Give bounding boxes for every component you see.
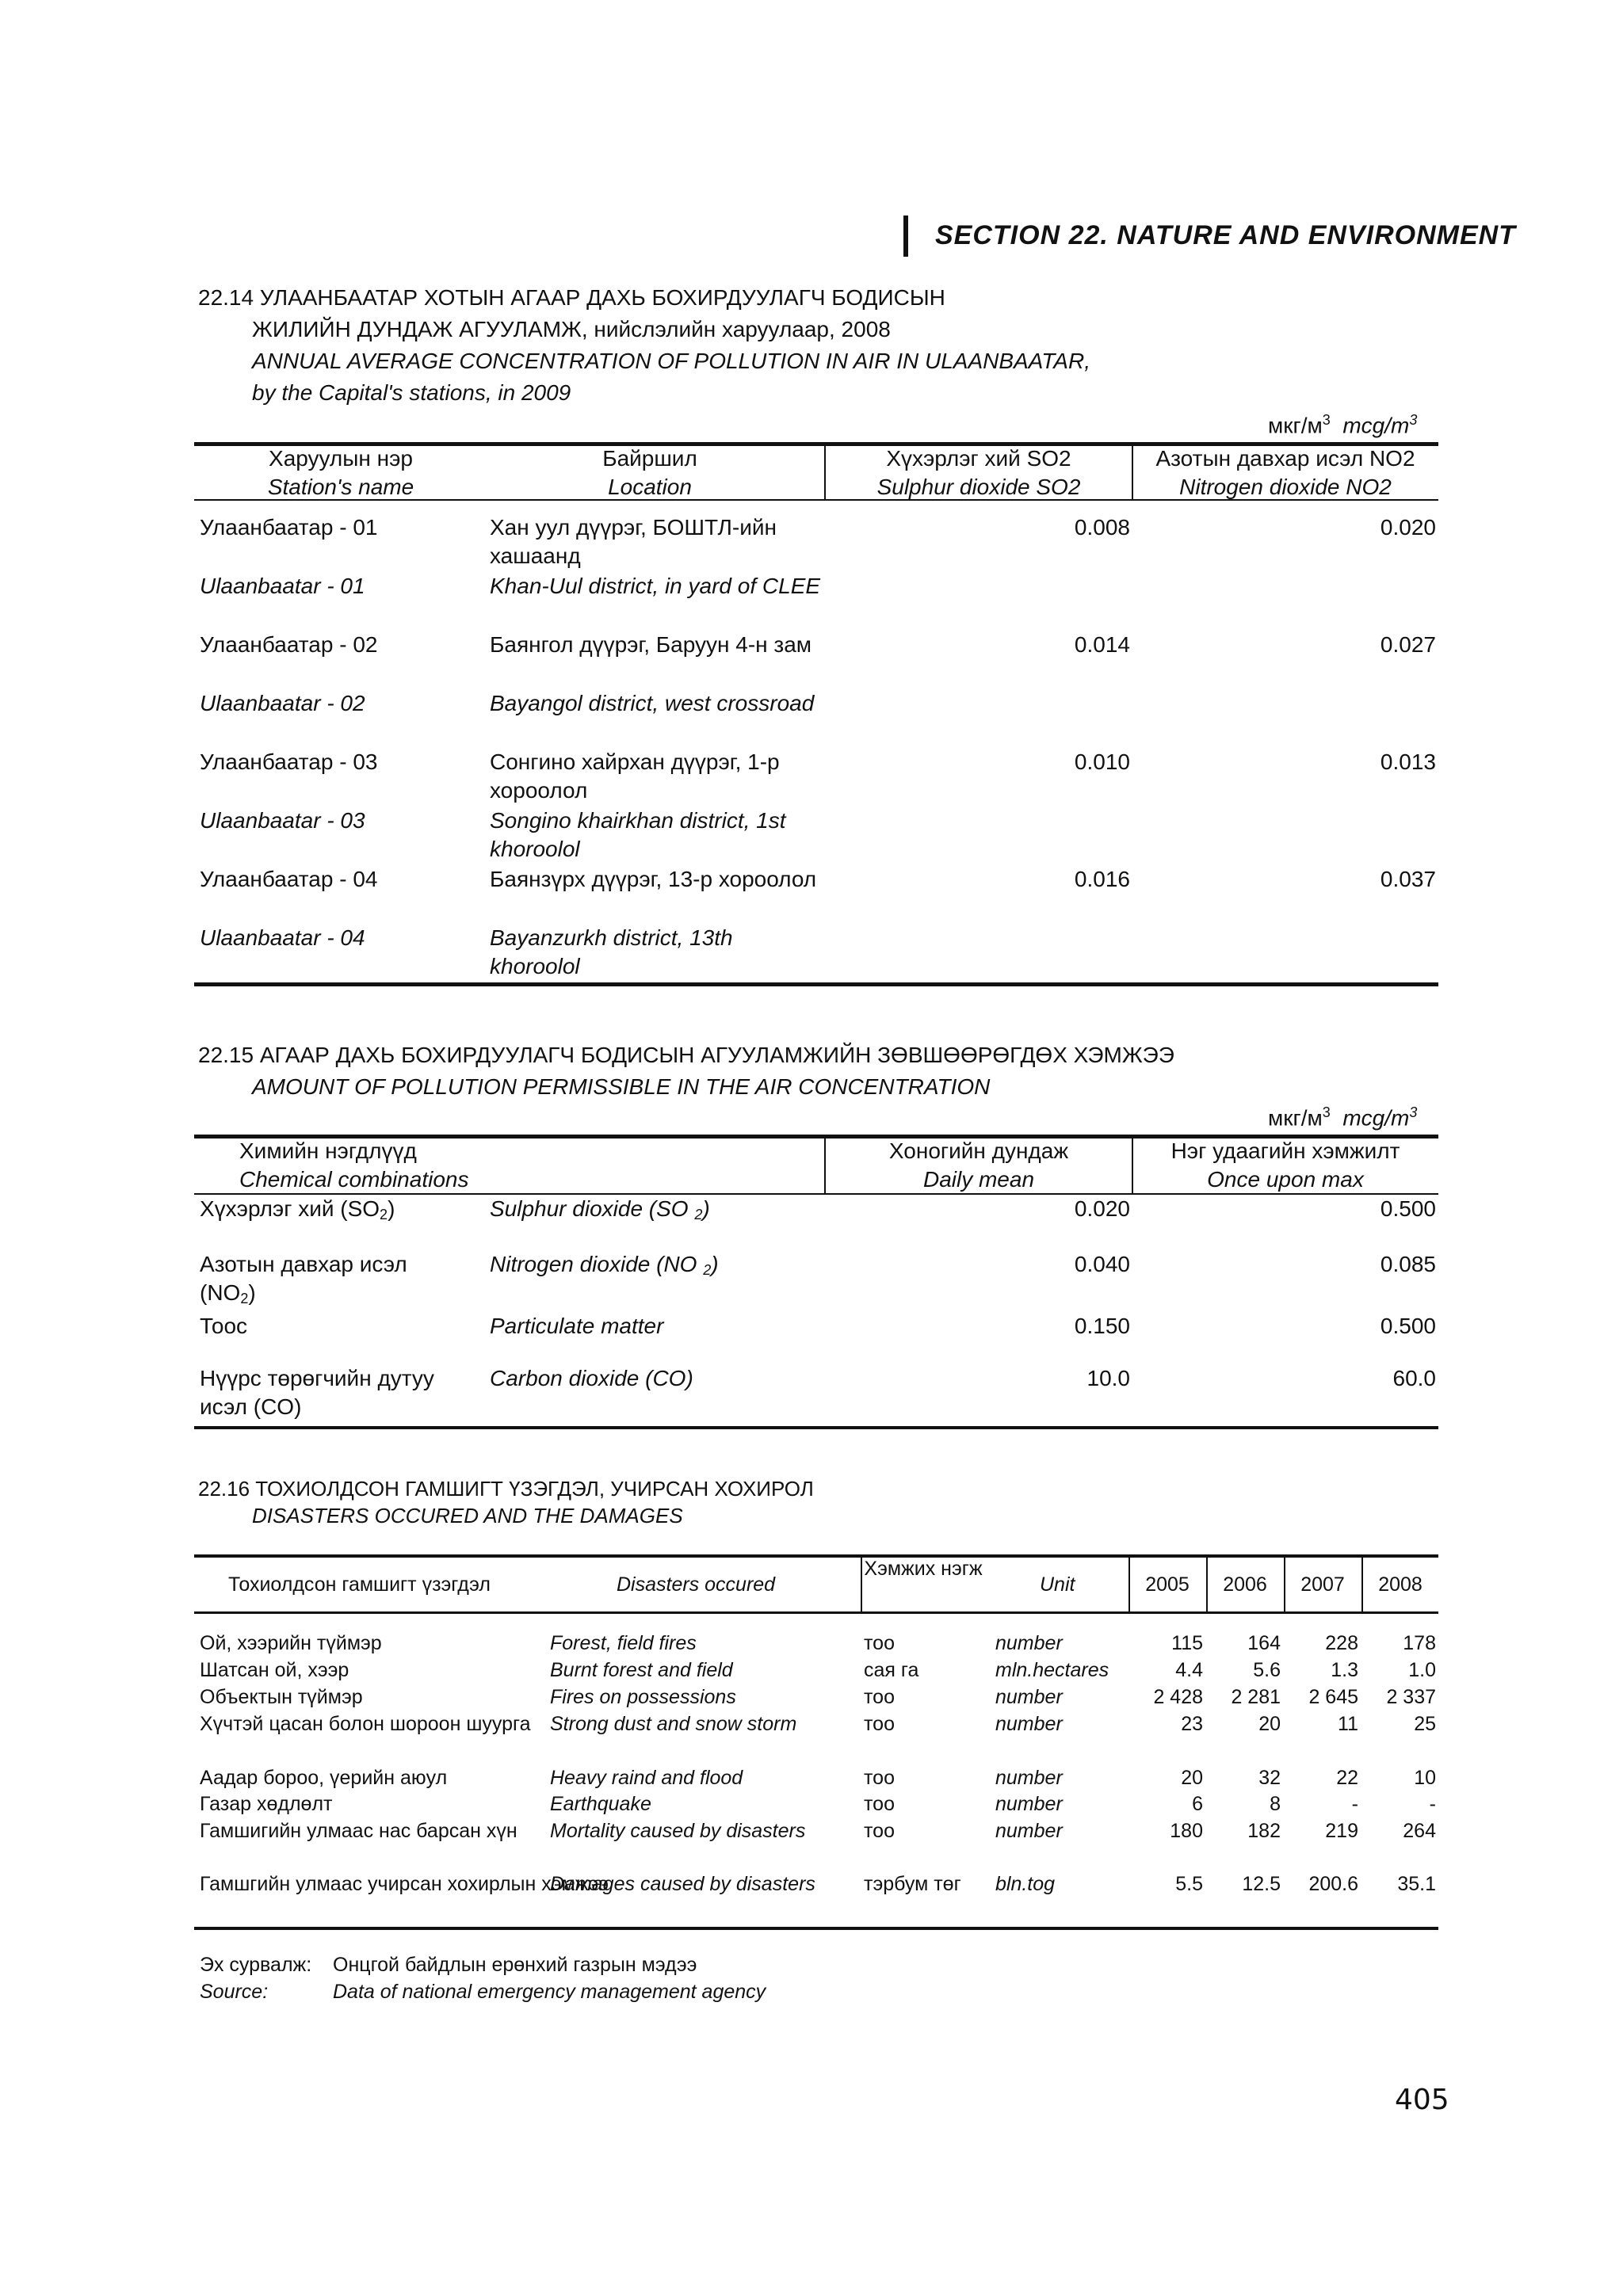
location-en: Songino khairkhan district, 1st khoroolol [490,808,786,861]
source-text-mn: Онцгой байдлын ерөнхий газрын мэдээ [333,1954,697,1976]
value-2008: 178 [1403,1632,1436,1654]
disaster-name-en: Mortality caused by disasters [550,1820,806,1842]
so2-value: 0.010 [1074,749,1130,774]
unit-mn: сая га [864,1659,919,1681]
t14-title-mn-line2: ЖИЛИЙН ДУНДАЖ АГУУЛАМЖ, нийслэлийн харуулаар, 2008 [252,317,891,341]
location-en: Khan-Uul district, in yard of CLEE [490,574,821,598]
once-max-value: 0.085 [1380,1252,1436,1276]
chemical-name-mn: Азотын давхар исэл $(NO_2)$ [200,1252,407,1306]
unit-mn: тоо [864,1793,895,1815]
unit-mn: тоо [864,1820,895,1842]
t14-title-en-line1: ANNUAL AVERAGE CONCENTRATION OF POLLUTION IN AIR IN ULAANBAATAR, [252,349,1090,373]
t16-col-header-year: 2007 [1300,1573,1345,1596]
unit-en: number [995,1820,1063,1842]
t15-col-header-max: Нэг удаагийн хэмжилт Once upon max [1170,1138,1400,1192]
so2-value: 0.008 [1074,515,1130,540]
t16-title-en: DISASTERS OCCURED AND THE DAMAGES [252,1504,683,1527]
t14-col-header-location: Байршил Location [602,446,697,499]
value-2007: 1.3 [1331,1659,1358,1681]
t15-col-header-chemical: Химийн нэгдлүүд Chemical combinations [239,1138,469,1192]
t15-title-en: AMOUNT OF POLLUTION PERMISSIBLE IN THE AIR CONCENTRATION [252,1074,991,1099]
no2-value: 0.020 [1380,515,1436,540]
value-2006: 32 [1258,1767,1281,1789]
t14-col-header-station: Харуулын нэр Station's name [267,446,414,499]
value-2006: 164 [1247,1632,1281,1654]
station-name-en: Ulaanbaatar - 01 [200,574,365,598]
t14-col-divider [824,445,826,499]
source-label-en: Source: [200,1981,269,2003]
chemical-name-en: Sulphur dioxide (SO $_2$) [490,1196,710,1222]
value-2005: 180 [1170,1820,1203,1842]
daily-mean-value: 0.020 [1074,1196,1130,1221]
value-2007: 219 [1325,1820,1358,1842]
t15-units: мкг/$м^3$ mcg/$m^3$ [1268,1104,1418,1131]
chemical-name-en: Nitrogen dioxide (NO $_2$) [490,1252,719,1278]
unit-en: number [995,1767,1063,1789]
t16-bottom-rule [194,1927,1438,1930]
disaster-name-en: Strong dust and snow storm [550,1713,797,1735]
t16-col-header-unit-en: Unit [1040,1573,1075,1596]
unit-en: bln.tog [995,1873,1056,1895]
disaster-name-en: Forest, field fires [550,1632,697,1654]
once-max-value: 0.500 [1380,1196,1436,1221]
value-2006: 12.5 [1242,1873,1281,1895]
disaster-name-en: Damages caused by disasters [550,1873,815,1895]
unit-mn: тоо [864,1632,895,1654]
so2-value: 0.014 [1074,632,1130,657]
page-number: 405 [1395,2084,1449,2116]
unit-en: number [995,1632,1063,1654]
section-marker [903,215,908,257]
t16-header-rule [194,1611,1438,1614]
t14-bottom-rule [194,982,1438,986]
t14-col-header-no2: Азотын давхар исэл NO2 Nitrogen dioxide NO2 [1155,446,1415,499]
value-2005: 4.4 [1175,1659,1203,1681]
chemical-name-en: Particulate matter [490,1314,664,1338]
value-2007: 228 [1325,1632,1358,1654]
t14-col-header-so2: Хүхэрлэг хий SO2 Sulphur dioxide SO2 [876,446,1081,499]
value-2005: 115 [1171,1632,1203,1654]
unit-en: number [995,1686,1063,1708]
once-max-value: 0.500 [1380,1314,1436,1338]
value-2005: 5.5 [1175,1873,1203,1895]
station-name-en: Ulaanbaatar - 03 [200,808,365,833]
t16-col-header-year: 2006 [1223,1573,1267,1596]
source-text-en: Data of national emergency management agency [333,1981,766,2003]
chemical-name-mn: Тоос [200,1314,248,1338]
location-mn: Сонгино хайрхан дүүрэг, 1-р хороолол [490,749,780,803]
daily-mean-value: 0.150 [1074,1314,1130,1338]
location-mn: Баянгол дүүрэг, Баруун 4-н зам [490,632,812,657]
station-name-en: Ulaanbaatar - 02 [200,691,365,715]
disaster-name-en: Burnt forest and field [550,1659,733,1681]
t16-title-mn: 22.16 ТОХИОЛДСОН ГАМШИГТ ҮЗЭГДЭЛ, УЧИРСАН ХОХИРОЛ [198,1477,814,1501]
t15-col-divider [824,1138,826,1193]
location-mn: Баянзүрх дүүрэг, 13-р хороолол [490,867,817,891]
value-2006: 5.6 [1253,1659,1281,1681]
value-2008: 35.1 [1397,1873,1436,1895]
disaster-name-mn: Гамшгийн улмаас учирсан хохирлын хэмжээ [200,1873,609,1895]
t14-units: мкг/$м^3$ mcg/$m^3$ [1268,412,1418,438]
disaster-name-en: Earthquake [550,1793,651,1815]
so2-value: 0.016 [1074,867,1130,891]
t15-bottom-rule [194,1426,1438,1429]
value-2005: 23 [1181,1713,1203,1735]
value-2005: 20 [1181,1767,1203,1789]
value-2007: 11 [1338,1713,1358,1735]
t15-col-divider [1132,1138,1133,1193]
no2-value: 0.013 [1380,749,1436,774]
section-title: SECTION 22. NATURE AND ENVIRONMENT [935,220,1516,250]
no2-value: 0.037 [1380,867,1436,891]
disaster-name-mn: Газар хөдлөлт [200,1793,333,1815]
t15-title-mn: 22.15 АГААР ДАХЬ БОХИРДУУЛАГЧ БОДИСЫН АГУУЛАМЖИЙН ЗӨВШӨӨРӨГДӨХ ХЭМЖЭЭ [198,1043,1174,1067]
unit-mn: тоо [864,1767,895,1789]
source-label-mn: Эх сурвалж: [200,1954,312,1976]
disaster-name-mn: Шатсан ой, хээр [200,1659,349,1681]
unit-en: number [995,1713,1063,1735]
t16-col-header-name-mn: Тохиолдсон гамшигт үзэгдэл [228,1573,491,1596]
station-name-mn: Улаанбаатар - 03 [200,749,378,774]
location-mn: Хан уул дүүрэг, БОШТЛ-ийн хашаанд [490,515,777,568]
t15-col-header-daily: Хоногийн дундаж Daily mean [888,1138,1069,1192]
once-max-value: 60.0 [1392,1366,1436,1390]
location-en: Bayanzurkh district, 13th khoroolol [490,925,733,978]
value-2007: 22 [1336,1767,1358,1789]
station-name-mn: Улаанбаатар - 04 [200,867,378,891]
value-2006: 20 [1258,1713,1281,1735]
disaster-name-en: Heavy raind and flood [550,1767,743,1789]
chemical-name-en: Carbon dioxide (CO) [490,1366,693,1390]
disaster-name-mn: Ой, хээрийн түймэр [200,1632,382,1654]
location-en: Bayangol district, west crossroad [490,691,815,715]
value-2007: 2 645 [1308,1686,1358,1708]
value-2008: 264 [1403,1820,1436,1842]
t14-title-en-line2: by the Capital's stations, in 2009 [252,380,571,405]
value-2008: 10 [1414,1767,1436,1789]
unit-mn: тоо [864,1713,895,1735]
no2-value: 0.027 [1380,632,1436,657]
chemical-name-mn: Нүүрс төрөгчийн дутуу исэл (CO) [200,1366,434,1419]
station-name-mn: Улаанбаатар - 01 [200,515,378,540]
unit-en: mln.hectares [995,1659,1109,1681]
daily-mean-value: 10.0 [1086,1366,1130,1390]
t16-col-divider [861,1557,862,1612]
value-2005: 2 428 [1153,1686,1203,1708]
disaster-name-en: Fires on possessions [550,1686,736,1708]
station-name-en: Ulaanbaatar - 04 [200,925,365,950]
value-2008: 25 [1414,1713,1436,1735]
disaster-name-mn: Гамшигийн улмаас нас барсан хүн [200,1820,517,1842]
chemical-name-mn: Хүхэрлэг хий $(SO_2)$ [200,1196,395,1222]
value-2006: 8 [1270,1793,1281,1815]
t14-col-divider [1132,445,1133,499]
daily-mean-value: 0.040 [1074,1252,1130,1276]
value-2007: 200.6 [1308,1873,1358,1895]
unit-mn: тэрбум төг [864,1873,961,1895]
value-2007: - [1351,1793,1358,1815]
station-name-mn: Улаанбаатар - 02 [200,632,378,657]
t16-col-header-unit-mn: Хэмжих нэгж [864,1558,983,1580]
t16-col-header-name-en: Disasters occured [617,1573,776,1596]
disaster-name-mn: Объектын түймэр [200,1686,363,1708]
value-2008: - [1429,1793,1436,1815]
value-2008: 2 337 [1386,1686,1436,1708]
value-2005: 6 [1192,1793,1203,1815]
value-2008: 1.0 [1408,1659,1436,1681]
t14-title-mn-line1: 22.14 УЛААНБААТАР ХОТЫН АГААР ДАХЬ БОХИРДУУЛАГЧ БОДИСЫН [198,285,945,310]
t16-top-rule [194,1554,1438,1558]
t16-col-header-year: 2008 [1378,1573,1423,1596]
disaster-name-mn: Хүчтэй цасан болон шороон шуурга [200,1713,531,1735]
unit-en: number [995,1793,1063,1815]
value-2006: 2 281 [1231,1686,1281,1708]
disaster-name-mn: Аадар бороо, үерийн аюул [200,1767,448,1789]
t16-col-header-year: 2005 [1145,1573,1190,1596]
unit-mn: тоо [864,1686,895,1708]
value-2006: 182 [1247,1820,1281,1842]
